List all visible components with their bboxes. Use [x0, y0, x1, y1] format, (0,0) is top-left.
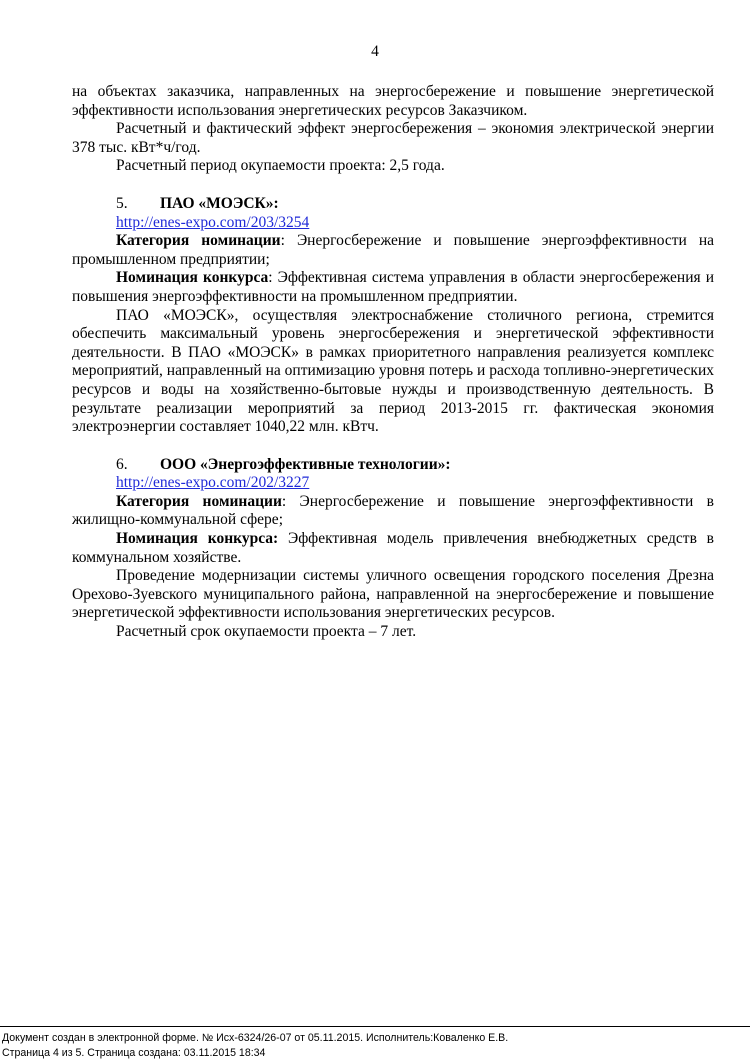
section-6-link-line — [72, 474, 714, 493]
section-6-title: ООО «Энергоэффективные технологии»: — [160, 455, 451, 473]
section-6-payback: Расчетный срок окупаемости проекта – 7 лет. — [116, 623, 417, 641]
section-6-category — [72, 493, 714, 530]
section-6-number: 6. — [116, 455, 128, 473]
section-5-nomination — [72, 269, 714, 306]
section-6-category-label: Категория номинации — [116, 492, 282, 510]
section-5-title: ПАО «МОЭСК»: — [160, 194, 279, 212]
section-6-category-text: : Энергосбережение и повышение энергоэффективности в жилищно-коммунальной сфере; — [72, 492, 714, 529]
section-5-heading — [72, 195, 714, 214]
section-6-description: Проведение модернизации системы уличного освещения городского поселения Дрезна Орехово-Зуевского муниципального района, направленной на энергосбережение и повышение энергетической эффективности использования энергетических ресурсов. — [72, 567, 714, 622]
section-5-description: ПАО «МОЭСК», осуществляя электроснабжение столичного региона, стремится обеспечить максимальный уровень энергосбережения и энергетической эффективности деятельности. В ПАО «МОЭСК» в рамках приоритетного направления реализуется комплекс мероприятий, направленный на оптимизацию уровня потерь и расхода топливно-энергетических ресурсов и воды на хозяйственно-бытовые нужды и производственную деятельность. В результате реализации мероприятий за период 2013-2015 гг. фактическая экономия электроэнергии составляет 1040,22 млн. кВтч. — [72, 306, 714, 436]
section-5-category — [72, 232, 714, 269]
section-6-nomination-text: Эффективная модель привлечения внебюджетных средств в коммунальном хозяйстве. — [72, 530, 714, 566]
section-6-link[interactable]: http://enes-expo.com/202/3227 — [116, 474, 310, 492]
section-6-nomination-label: Номинация конкурса: — [116, 530, 279, 548]
footer-line-1: Документ создан в электронной форме. № Исх-6324/26-07 от 05.11.2015. Исполнитель:Коваленко Е.В. — [2, 1032, 509, 1044]
intro-paragraph-1: на объектах заказчика, направленных на энергосбережение и повышение энергетической эффективности использования энергетических ресурсов Заказчиком. — [72, 83, 714, 119]
section-5-category-text: : Энергосбережение и повышение энергоэффективности на промышленном предприятии; — [72, 232, 714, 268]
document-body — [72, 83, 714, 642]
section-5-number: 5. — [116, 194, 128, 212]
section-6-nomination — [72, 530, 714, 567]
section-5-nomination-text: : Эффективная система управления в области энергосбережения и повышения энергоэффективности на промышленном предприятии. — [72, 269, 714, 305]
footer-line-2: Страница 4 из 5. Страница создана: 03.11.2015 18:34 — [2, 1047, 266, 1059]
intro-paragraph-2: Расчетный и фактический эффект энергосбережения – экономия электрической энергии 378 тыс. кВт*ч/год. — [72, 120, 714, 156]
document-footer — [0, 1026, 750, 1061]
section-5-link[interactable]: http://enes-expo.com/203/3254 — [116, 213, 310, 231]
section-5-category-label: Категория номинации — [116, 232, 281, 250]
section-5-nomination-label: Номинация конкурса — [116, 269, 269, 287]
section-5-link-line — [72, 214, 714, 233]
intro-paragraph-3: Расчетный период окупаемости проекта: 2,5 года. — [116, 157, 445, 175]
page-number: 4 — [371, 43, 379, 60]
section-6-heading — [72, 456, 714, 475]
